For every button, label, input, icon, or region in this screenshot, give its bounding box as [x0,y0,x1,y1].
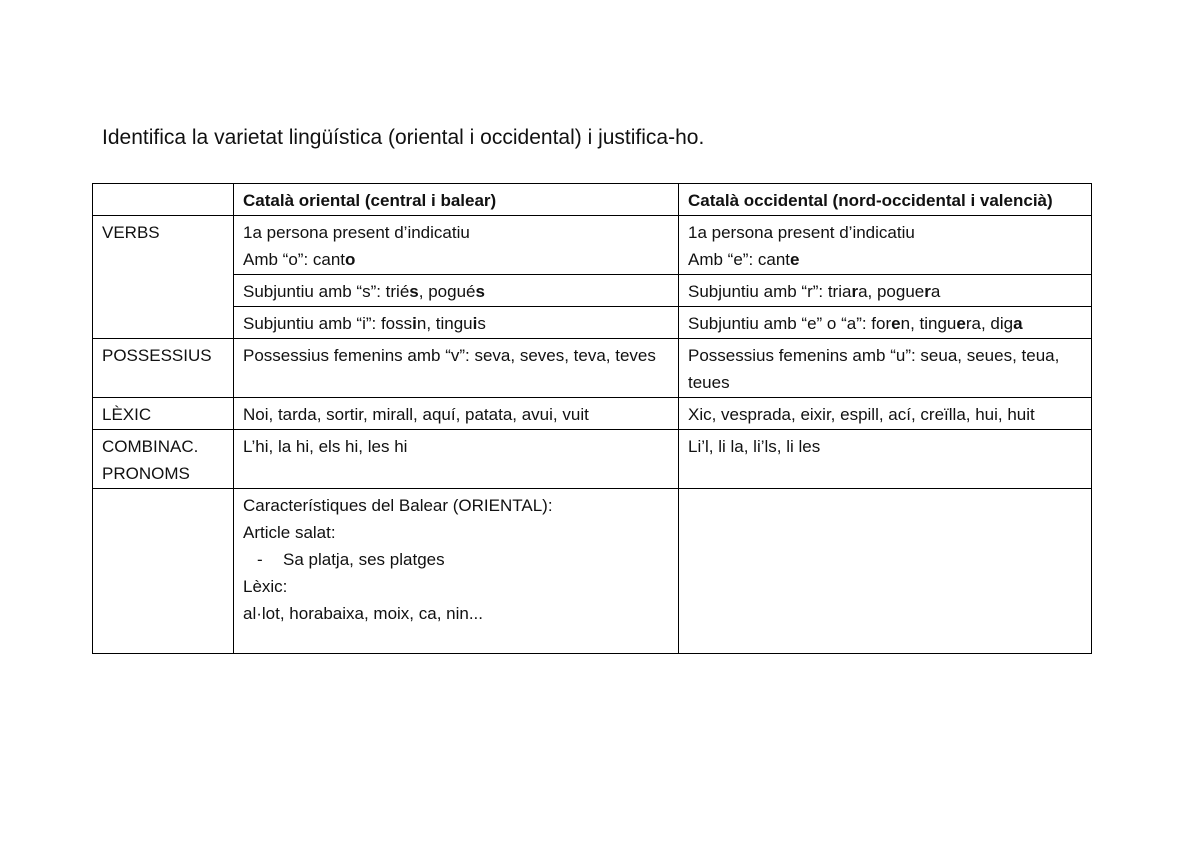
cell-pronoms-oriental: L’hi, la hi, els hi, les hi [234,430,679,489]
cell-text: Amb “o”: canto [243,250,356,269]
bullet-dash: - [257,550,263,569]
balear-heading: Característiques del Balear (ORIENTAL): [243,496,553,515]
page-title: Identifica la varietat lingüística (oriental i occidental) i justifica-ho. [102,126,705,149]
cell-verbs-occidental-3: Subjuntiu amb “e” o “a”: foren, tinguera, diga [679,307,1092,339]
empty-cell [93,489,234,654]
cell-text: 1a persona present d’indicatiu [243,223,470,242]
row-label-lexic: LÈXIC [93,398,234,430]
list-item [243,546,670,573]
cell-verbs-oriental-1 [234,216,679,275]
lexic-examples: al·lot, horabaixa, moix, ca, nin... [243,604,484,623]
cell-balear-oriental [234,489,679,654]
cell-possessius-occidental: Possessius femenins amb “u”: seua, seues, teua, teues [679,339,1092,398]
table-header-row [93,184,1092,216]
table-row-verbs-1 [93,216,1092,275]
article-example: Sa platja, ses platges [283,550,445,569]
row-label-verbs: VERBS [93,216,234,339]
header-empty-cell [93,184,234,216]
cell-possessius-oriental: Possessius femenins amb “v”: seva, seves, teva, teves [234,339,679,398]
cell-verbs-occidental-2: Subjuntiu amb “r”: triara, poguera [679,275,1092,307]
empty-cell [679,489,1092,654]
row-label-text: COMBINAC. [102,437,199,456]
header-occidental: Català occidental (nord-occidental i valencià) [679,184,1092,216]
table-row-pronoms [93,430,1092,489]
cell-text: Amb “e”: cante [688,250,800,269]
table-row-balear [93,489,1092,654]
table-row-verbs-2 [93,275,1092,307]
article-label: Article salat: [243,523,336,542]
row-label-pronoms [93,430,234,489]
cell-verbs-oriental-3: Subjuntiu amb “i”: fossin, tinguis [234,307,679,339]
header-oriental: Català oriental (central i balear) [234,184,679,216]
variety-table [92,183,1092,654]
cell-text: 1a persona present d’indicatiu [688,223,915,242]
table-row-possessius [93,339,1092,398]
cell-pronoms-occidental: Li’l, li la, li’ls, li les [679,430,1092,489]
lexic-label: Lèxic: [243,577,288,596]
table-row-lexic [93,398,1092,430]
row-label-possessius: POSSESSIUS [93,339,234,398]
cell-lexic-oriental: Noi, tarda, sortir, mirall, aquí, patata, avui, vuit [234,398,679,430]
cell-verbs-occidental-1 [679,216,1092,275]
cell-lexic-occidental: Xic, vesprada, eixir, espill, ací, creïlla, hui, huit [679,398,1092,430]
cell-verbs-oriental-2: Subjuntiu amb “s”: triés, pogués [234,275,679,307]
table-row-verbs-3 [93,307,1092,339]
row-label-text: PRONOMS [102,464,190,483]
